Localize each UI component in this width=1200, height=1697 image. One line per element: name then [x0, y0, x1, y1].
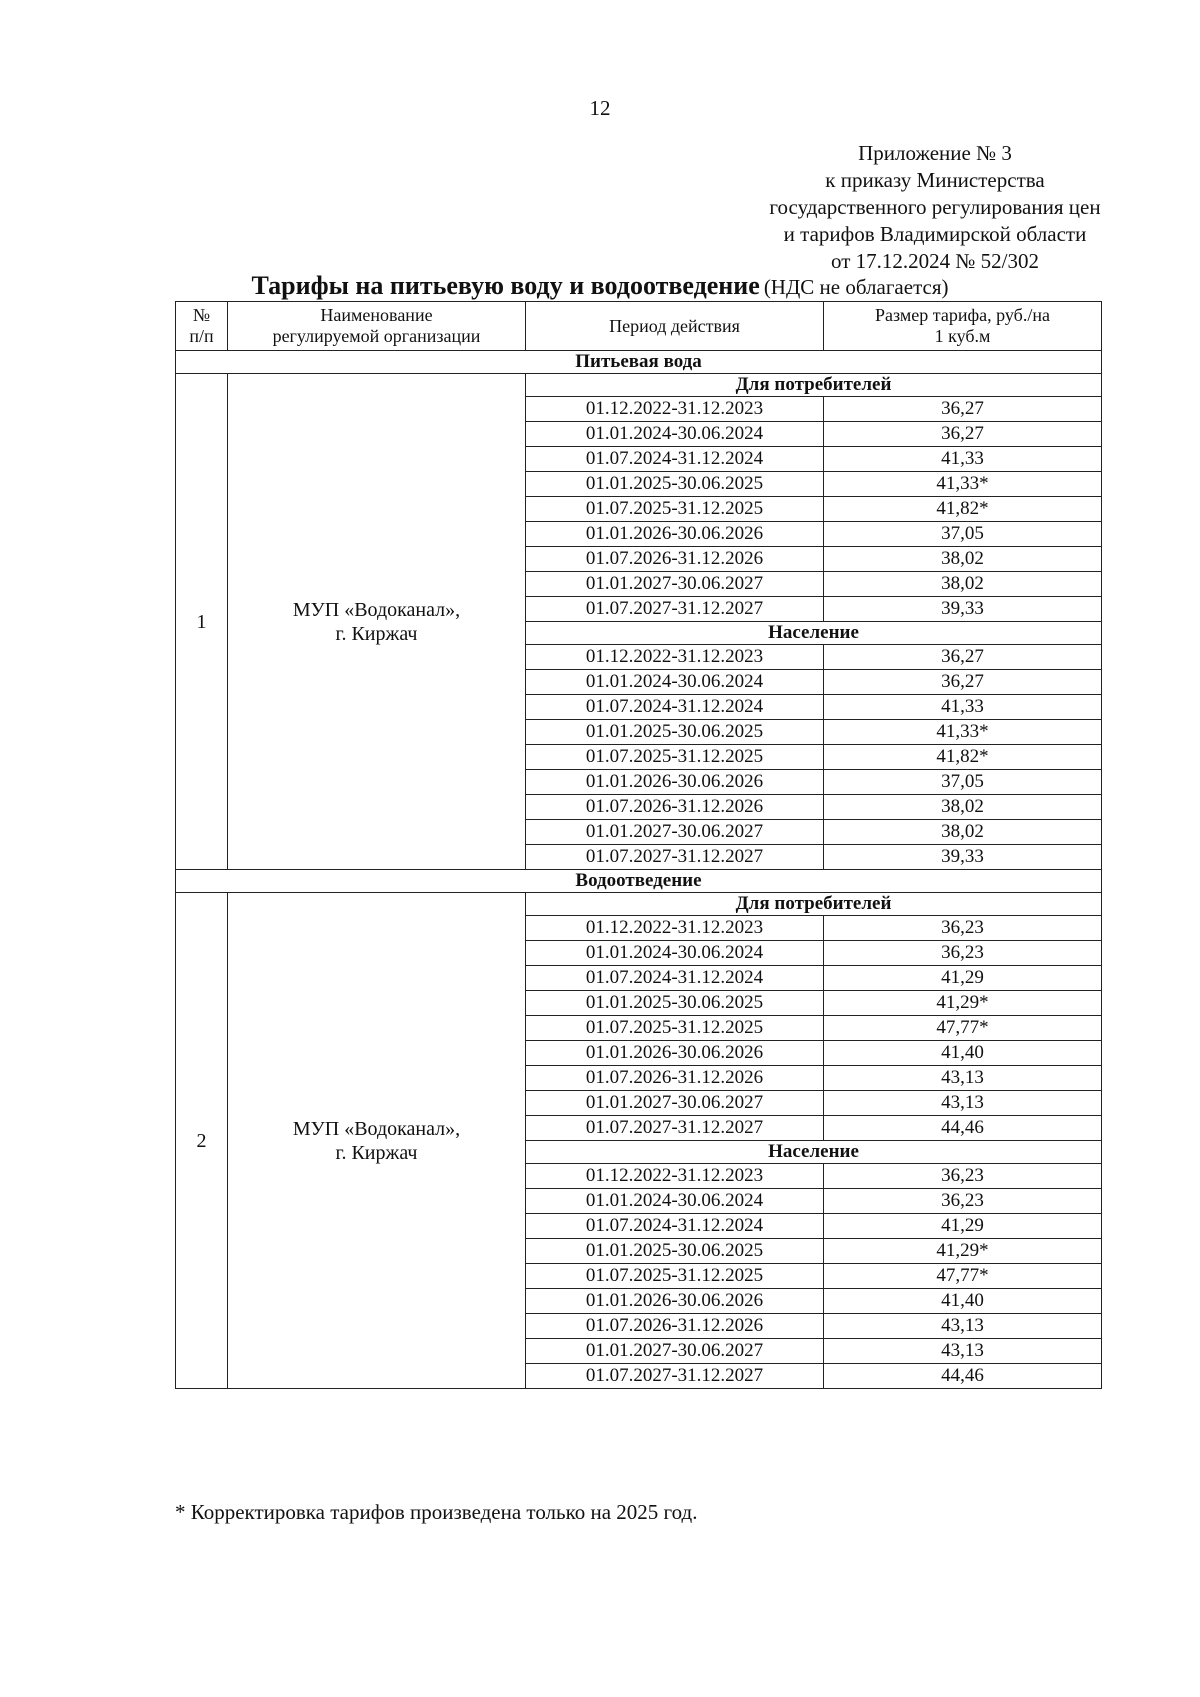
rate-cell: 41,40	[824, 1289, 1102, 1314]
rate-cell: 36,27	[824, 645, 1102, 670]
appendix-line: и тарифов Владимирской области	[783, 222, 1087, 246]
period-cell: 01.07.2025-31.12.2025	[526, 497, 824, 522]
period-cell: 01.01.2027-30.06.2027	[526, 572, 824, 597]
rate-cell: 36,23	[824, 1164, 1102, 1189]
rate-cell: 41,82*	[824, 745, 1102, 770]
rate-cell: 47,77*	[824, 1264, 1102, 1289]
rate-cell: 44,46	[824, 1116, 1102, 1141]
period-cell: 01.12.2022-31.12.2023	[526, 916, 824, 941]
page-number: 12	[589, 96, 611, 120]
rate-cell: 39,33	[824, 845, 1102, 870]
header-rate	[824, 302, 1102, 351]
period-cell: 01.07.2024-31.12.2024	[526, 966, 824, 991]
footnote: * Корректировка тарифов произведена только на 2025 год.	[175, 1500, 698, 1524]
section-title: Питьевая вода	[176, 351, 1102, 374]
period-cell: 01.01.2024-30.06.2024	[526, 941, 824, 966]
period-cell: 01.01.2026-30.06.2026	[526, 522, 824, 547]
period-cell: 01.12.2022-31.12.2023	[526, 1164, 824, 1189]
period-cell: 01.01.2025-30.06.2025	[526, 991, 824, 1016]
rate-cell: 39,33	[824, 597, 1102, 622]
organization-line: МУП «Водоканал»,	[292, 598, 461, 621]
period-cell: 01.07.2026-31.12.2026	[526, 1066, 824, 1091]
subsection-title: Для потребителей	[526, 893, 1102, 916]
rate-cell: 38,02	[824, 572, 1102, 597]
period-cell: 01.01.2024-30.06.2024	[526, 670, 824, 695]
subsection-title: Население	[526, 622, 1102, 645]
appendix-line: к приказу Министерства	[825, 168, 1045, 192]
period-cell: 01.01.2026-30.06.2026	[526, 770, 824, 795]
period-cell: 01.07.2025-31.12.2025	[526, 745, 824, 770]
period-cell: 01.07.2027-31.12.2027	[526, 845, 824, 870]
period-cell: 01.07.2024-31.12.2024	[526, 1214, 824, 1239]
rate-cell: 41,29	[824, 1214, 1102, 1239]
tariff-table	[175, 301, 1102, 1389]
rate-cell: 43,13	[824, 1066, 1102, 1091]
section-row	[176, 351, 1102, 374]
period-cell: 01.07.2026-31.12.2026	[526, 547, 824, 572]
period-cell: 01.01.2026-30.06.2026	[526, 1041, 824, 1066]
rate-cell: 41,33*	[824, 720, 1102, 745]
section-row	[176, 870, 1102, 893]
header-rate-line: Размер тарифа, руб./на	[875, 305, 1050, 325]
period-cell: 01.12.2022-31.12.2023	[526, 397, 824, 422]
period-cell: 01.01.2024-30.06.2024	[526, 422, 824, 447]
document-title	[0, 271, 1200, 301]
period-cell: 01.07.2024-31.12.2024	[526, 695, 824, 720]
appendix-line: государственного регулирования цен	[769, 195, 1101, 219]
rate-cell: 43,13	[824, 1091, 1102, 1116]
period-cell: 01.01.2027-30.06.2027	[526, 1091, 824, 1116]
rate-cell: 36,27	[824, 670, 1102, 695]
header-num-line: п/п	[189, 326, 214, 346]
table-header-row	[176, 302, 1102, 351]
rate-cell: 36,23	[824, 1189, 1102, 1214]
organization-city: г. Киржач	[335, 622, 418, 645]
title-main: Тарифы на питьевую воду и водоотведение	[251, 271, 760, 300]
header-num	[176, 302, 228, 351]
period-cell: 01.07.2027-31.12.2027	[526, 597, 824, 622]
period-cell: 01.07.2026-31.12.2026	[526, 1314, 824, 1339]
period-cell: 01.07.2024-31.12.2024	[526, 447, 824, 472]
rate-cell: 37,05	[824, 522, 1102, 547]
rate-cell: 41,29	[824, 966, 1102, 991]
rate-cell: 41,40	[824, 1041, 1102, 1066]
appendix-reference	[700, 140, 1170, 275]
header-num-line: №	[192, 305, 211, 325]
rate-cell: 36,27	[824, 422, 1102, 447]
rate-cell: 38,02	[824, 795, 1102, 820]
rate-cell: 41,33	[824, 695, 1102, 720]
subsection-title: Для потребителей	[526, 374, 1102, 397]
rate-cell: 41,82*	[824, 497, 1102, 522]
rate-cell: 44,46	[824, 1364, 1102, 1389]
appendix-line: от 17.12.2024 № 52/302	[830, 249, 1040, 273]
period-cell: 01.07.2027-31.12.2027	[526, 1116, 824, 1141]
period-cell: 01.07.2025-31.12.2025	[526, 1264, 824, 1289]
period-cell: 01.07.2026-31.12.2026	[526, 795, 824, 820]
rate-cell: 41,33*	[824, 472, 1102, 497]
rate-cell: 41,29*	[824, 1239, 1102, 1264]
row-number: 2	[176, 893, 228, 1389]
period-cell: 01.01.2025-30.06.2025	[526, 472, 824, 497]
header-org-line: Наименование	[320, 305, 433, 325]
rate-cell: 47,77*	[824, 1016, 1102, 1041]
header-org	[228, 302, 526, 351]
rate-cell: 41,33	[824, 447, 1102, 472]
rate-cell: 37,05	[824, 770, 1102, 795]
header-org-line: регулируемой организации	[272, 326, 481, 346]
rate-cell: 36,23	[824, 941, 1102, 966]
period-cell: 01.01.2027-30.06.2027	[526, 820, 824, 845]
table-body	[176, 351, 1102, 1389]
subsection-row	[176, 893, 1102, 916]
period-cell: 01.01.2027-30.06.2027	[526, 1339, 824, 1364]
row-number: 1	[176, 374, 228, 870]
appendix-line: Приложение № 3	[858, 141, 1012, 165]
organization-name	[228, 893, 526, 1389]
rate-cell: 36,27	[824, 397, 1102, 422]
period-cell: 01.07.2025-31.12.2025	[526, 1016, 824, 1041]
period-cell: 01.01.2025-30.06.2025	[526, 720, 824, 745]
rate-cell: 43,13	[824, 1339, 1102, 1364]
header-rate-line: 1 куб.м	[934, 326, 991, 346]
subsection-row	[176, 374, 1102, 397]
organization-city: г. Киржач	[335, 1141, 418, 1164]
organization-name	[228, 374, 526, 870]
period-cell: 01.01.2026-30.06.2026	[526, 1289, 824, 1314]
rate-cell: 43,13	[824, 1314, 1102, 1339]
organization-line: МУП «Водоканал»,	[292, 1117, 461, 1140]
period-cell: 01.12.2022-31.12.2023	[526, 645, 824, 670]
subsection-title: Население	[526, 1141, 1102, 1164]
period-cell: 01.01.2025-30.06.2025	[526, 1239, 824, 1264]
rate-cell: 41,29*	[824, 991, 1102, 1016]
rate-cell: 38,02	[824, 820, 1102, 845]
section-title: Водоотведение	[176, 870, 1102, 893]
header-period: Период действия	[526, 302, 824, 351]
rate-cell: 38,02	[824, 547, 1102, 572]
period-cell: 01.07.2027-31.12.2027	[526, 1364, 824, 1389]
title-note: (НДС не облагается)	[763, 275, 949, 299]
rate-cell: 36,23	[824, 916, 1102, 941]
period-cell: 01.01.2024-30.06.2024	[526, 1189, 824, 1214]
